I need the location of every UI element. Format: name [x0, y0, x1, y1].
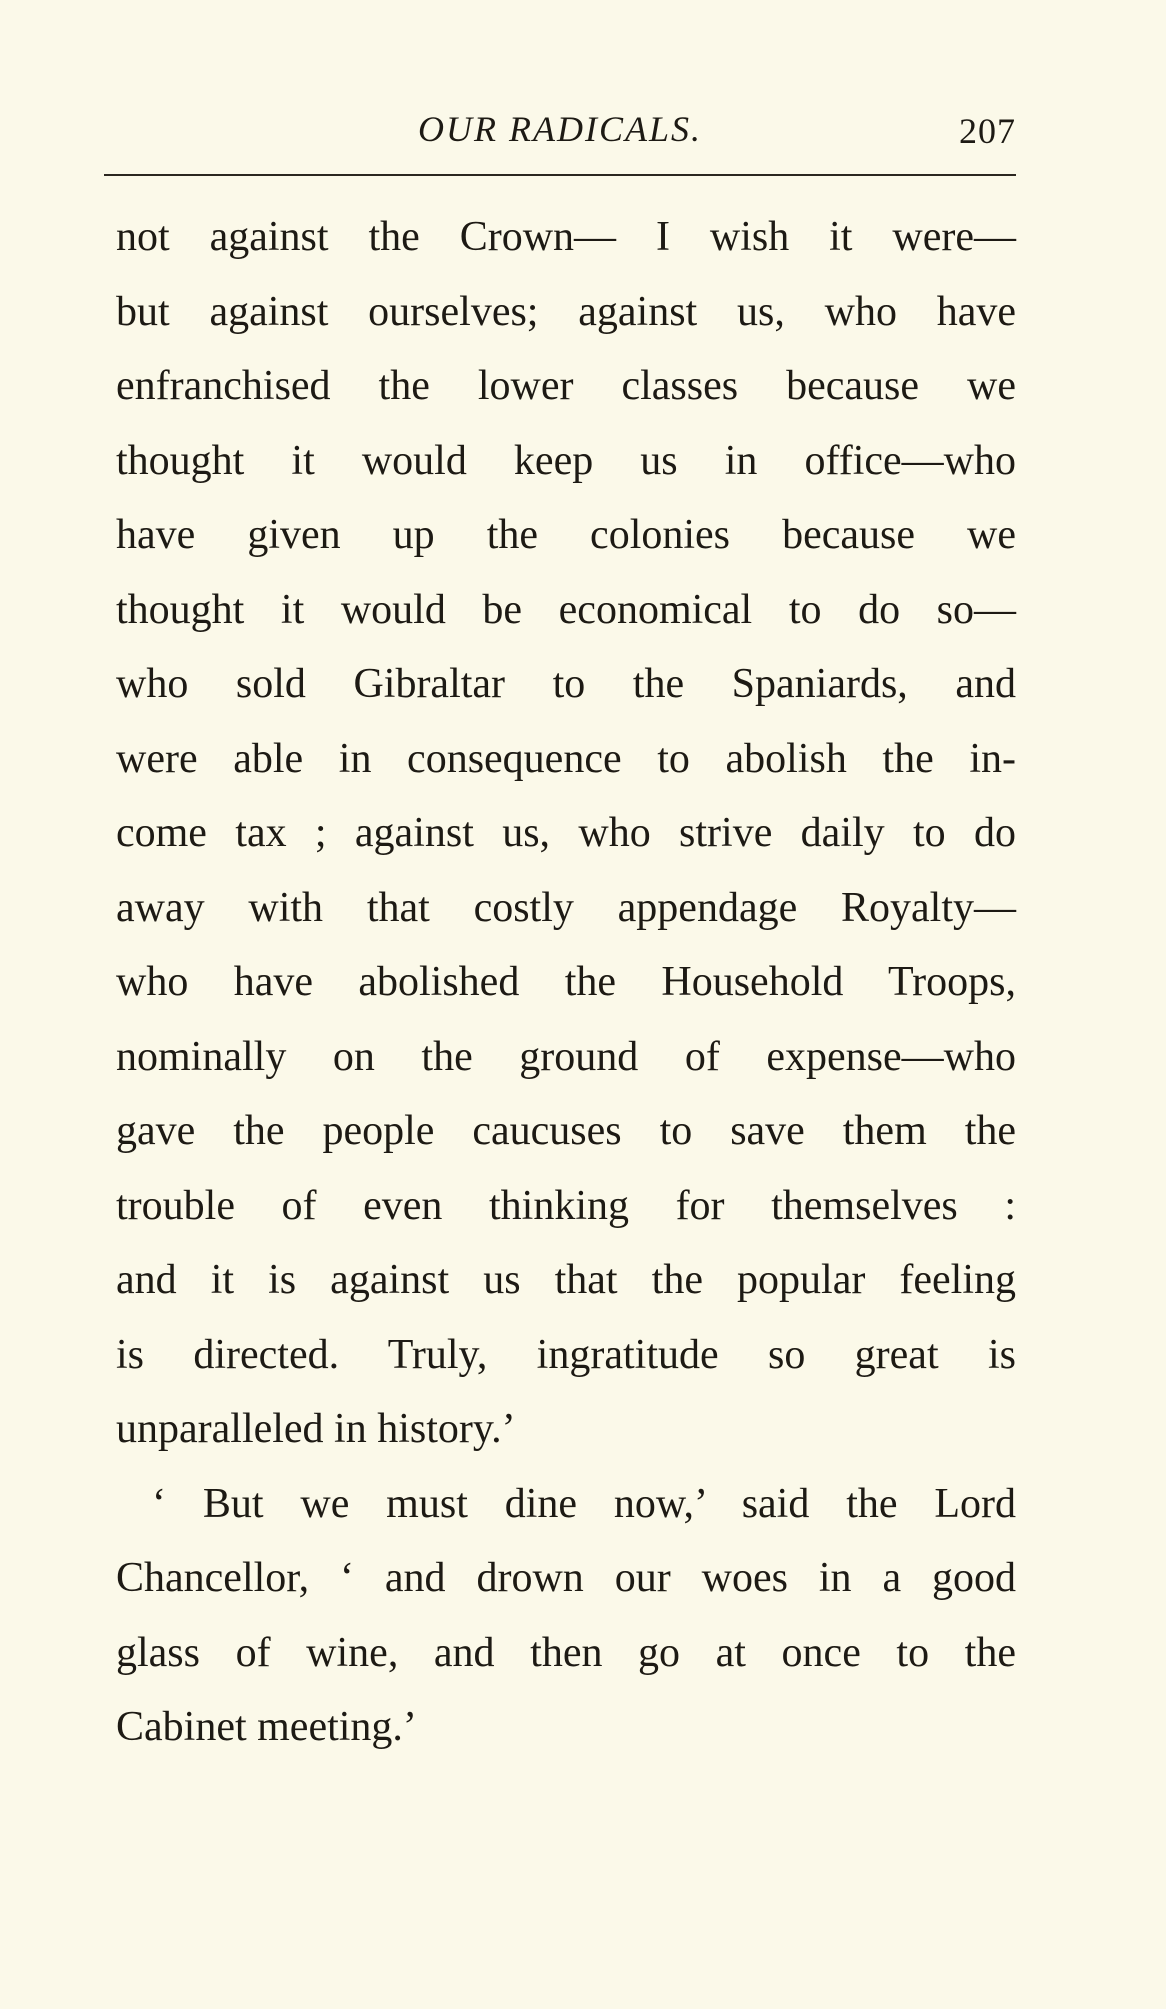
text-line: and it is against us that the popular feeling — [116, 1257, 1016, 1303]
header-rule — [104, 174, 1016, 176]
text-line: Chancellor, ‘ and drown our woes in a good — [116, 1555, 1016, 1601]
text-line: enfranchised the lower classes because we — [116, 363, 1016, 409]
text-line: away with that costly appendage Royalty— — [116, 884, 1016, 931]
text-line: who sold Gibraltar to the Spaniards, and — [116, 661, 1016, 707]
text-line: but against ourselves; against us, who have — [116, 288, 1016, 335]
text-line: come tax ; against us, who strive daily to do — [116, 810, 1016, 856]
text-line: thought it would keep us in office—who — [116, 437, 1016, 484]
text-line: have given up the colonies because we — [116, 512, 1016, 558]
text-line: who have abolished the Household Troops, — [116, 959, 1016, 1005]
text-line: were able in consequence to abolish the in- — [116, 735, 1016, 782]
text-line: Cabinet meeting.’ — [116, 1704, 417, 1750]
running-head — [104, 106, 1016, 156]
page-number: 207 — [959, 111, 1016, 151]
text-line: ‘ But we must dine now,’ said the Lord — [152, 1480, 1016, 1527]
text-line: gave the people caucuses to save them the — [116, 1108, 1016, 1154]
text-line: is directed. Truly, ingratitude so great is — [116, 1331, 1016, 1378]
text-line: thought it would be economical to do so— — [116, 586, 1016, 633]
text-line: glass of wine, and then go at once to the — [116, 1629, 1016, 1676]
text-line: trouble of even thinking for themselves : — [116, 1182, 1016, 1229]
text-line: not against the Crown— I wish it were— — [116, 214, 1016, 260]
text-line: nominally on the ground of expense—who — [116, 1033, 1016, 1080]
text-line: unparalleled in history.’ — [116, 1406, 516, 1452]
body-text — [116, 200, 1016, 1765]
running-title: OUR RADICALS. — [418, 109, 702, 149]
